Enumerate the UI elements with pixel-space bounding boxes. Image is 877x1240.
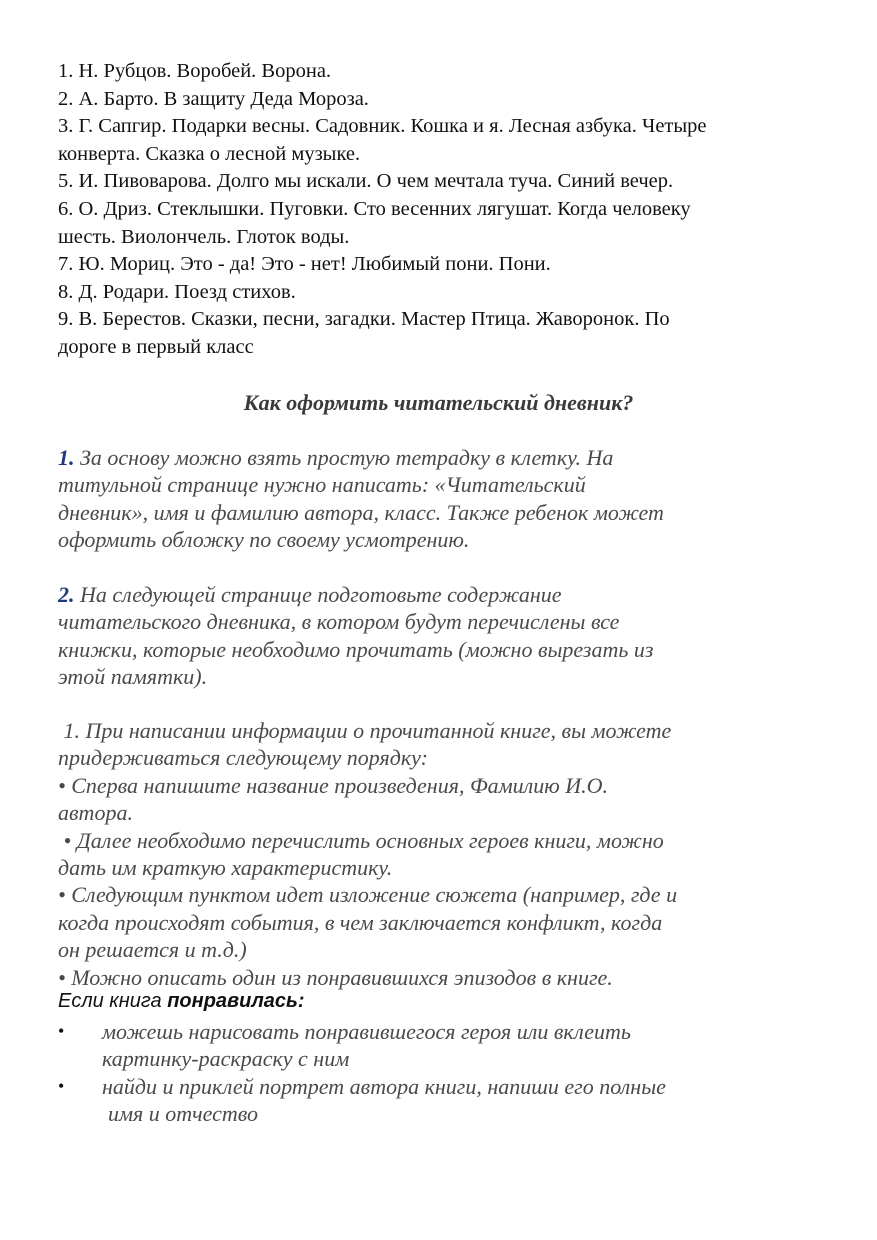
- book-list-line: 1. Н. Рубцов. Воробей. Ворона.: [58, 60, 332, 82]
- bullet-line: имя и отчество: [108, 1101, 259, 1127]
- step-2-line: этой памятки).: [58, 664, 208, 690]
- step-3-line: автора.: [58, 800, 133, 826]
- book-list-line: 3. Г. Сапгир. Подарки весны. Садовник. Кошка и я. Лесная азбука. Четыре: [58, 115, 707, 138]
- step-3-line: он решается и т.д.): [58, 937, 247, 963]
- book-list: [58, 58, 848, 362]
- step-1: [58, 444, 828, 554]
- step-1-line: титульной странице нужно написать: «Читательский: [58, 472, 586, 498]
- bullet-icon: •: [58, 1021, 65, 1041]
- book-list-line: 5. И. Пивоварова. Долго мы искали. О чем мечтала туча. Синий вечер.: [58, 170, 674, 193]
- step-2-line: читательского дневника, в котором будут перечислены все: [58, 609, 620, 635]
- step-3-line: • Можно описать один из понравившихся эпизодов в книге.: [58, 964, 613, 990]
- step-1-line: дневник», имя и фамилию автора, класс. Также ребенок может: [58, 499, 664, 525]
- step-3-line: • Далее необходимо перечислить основных героев книги, можно: [58, 827, 664, 853]
- if-liked-heading: [58, 990, 305, 1013]
- step-2-text: На следующей странице подготовьте содержание: [80, 582, 562, 607]
- section-heading: Как оформить читательский дневник?: [243, 390, 634, 415]
- if-liked-emphasis: понравилась:: [167, 990, 305, 1012]
- bullet-icon: •: [58, 1076, 65, 1096]
- book-list-line: 9. В. Берестов. Сказки, песни, загадки. Мастер Птица. Жаворонок. По: [58, 308, 670, 331]
- bullet-line: картинку-раскраску с ним: [102, 1046, 350, 1072]
- step-3-line: придерживаться следующему порядку:: [58, 745, 428, 771]
- step-2-line: [58, 581, 828, 608]
- step-3-line: когда происходят события, в чем заключается конфликт, когда: [58, 909, 663, 935]
- step-3-line: дать им краткую характеристику.: [58, 855, 393, 881]
- book-list-line: дороге в первый класс: [58, 335, 254, 358]
- step-1-number: 1.: [58, 445, 75, 470]
- step-1-line: оформить обложку по своему усмотрению.: [58, 527, 470, 553]
- bullet-item: [58, 1073, 838, 1128]
- bullet-text: [102, 1018, 838, 1073]
- bullet-item: [58, 1018, 838, 1073]
- bullet-line: можешь нарисовать понравившегося героя или вклеить: [102, 1019, 631, 1044]
- book-list-line: шесть. Виолончель. Глоток воды.: [58, 225, 350, 248]
- step-1-text: За основу можно взять простую тетрадку в клетку. На: [80, 445, 614, 470]
- step-1-line: [58, 444, 828, 471]
- step-3-line: • Сперва напишите название произведения, Фамилию И.О.: [58, 772, 609, 798]
- book-list-line: 8. Д. Родари. Поезд стихов.: [58, 280, 296, 303]
- step-2-line: книжки, которые необходимо прочитать (можно вырезать из: [58, 636, 654, 662]
- book-list-line: 7. Ю. Мориц. Это - да! Это - нет! Любимый пони. Пони.: [58, 253, 551, 276]
- bullet-text: [102, 1073, 838, 1128]
- step-3-line: 1. При написании информации о прочитанной книге, вы можете: [58, 718, 672, 743]
- step-3-line: • Следующим пунктом идет изложение сюжета (например, где и: [58, 882, 678, 908]
- step-2-number: 2.: [58, 582, 75, 607]
- step-2: [58, 581, 828, 691]
- book-list-line: конверта. Сказка о лесной музыке.: [58, 142, 361, 165]
- book-list-line: 2. А. Барто. В защиту Деда Мороза.: [58, 87, 369, 110]
- book-list-line: 6. О. Дриз. Стеклышки. Пуговки. Сто весенних лягушат. Когда человеку: [58, 197, 691, 220]
- if-liked-prefix: Если книга: [58, 990, 168, 1012]
- bullet-line: найди и приклей портрет автора книги, напиши его полные: [102, 1074, 666, 1099]
- step-3: [58, 717, 828, 991]
